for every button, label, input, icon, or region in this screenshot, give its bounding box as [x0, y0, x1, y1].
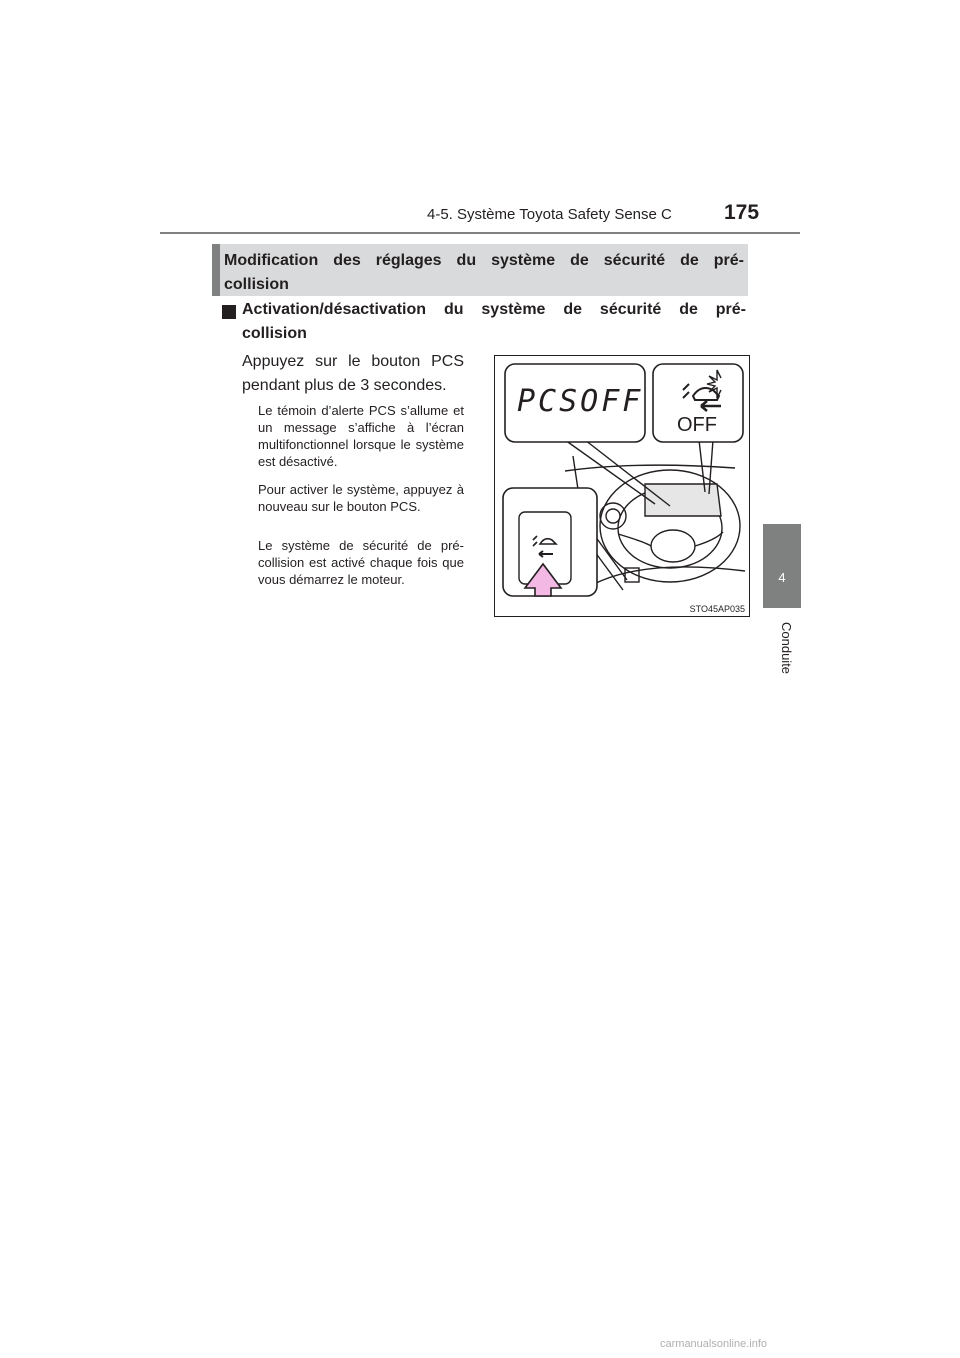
note-warning-light: Le témoin d’alerte PCS s’allume et un message s’affiche à l’écran multifonctionnel lorsque le système est désactivé. — [258, 403, 464, 469]
note-reactivate: Pour activer le système, appuyez à nouveau sur le bouton PCS. — [258, 482, 464, 514]
dashboard-illustration — [494, 355, 750, 617]
header-rule — [160, 232, 800, 234]
chapter-tab-number: 4 — [778, 570, 786, 585]
chapter-tab-label: Conduite — [779, 622, 794, 675]
chapter-tab — [763, 524, 801, 608]
watermark: carmanualsonline.info — [660, 1338, 768, 1350]
display-message: PCSOFF — [517, 384, 644, 419]
note-engine-start: Le système de sécurité de pré-collision est activé chaque fois que vous démarrez le moteur. — [258, 538, 464, 587]
indicator-off-label: OFF — [677, 414, 717, 436]
page-number: 175 — [724, 201, 760, 224]
square-bullet-icon — [222, 305, 236, 319]
instruction-text: Appuyez sur le bouton PCS pendant plus de 3 secondes. — [242, 353, 464, 394]
figure-code: STO45AP035 — [689, 604, 745, 614]
chapter-title: 4-5. Système Toyota Safety Sense C — [427, 206, 672, 223]
subsection-title: Activation/désactivation du système de sécurité de pré-collision — [242, 301, 746, 342]
section-heading: Modification des réglages du système de sécurité de pré-collision — [224, 252, 744, 293]
